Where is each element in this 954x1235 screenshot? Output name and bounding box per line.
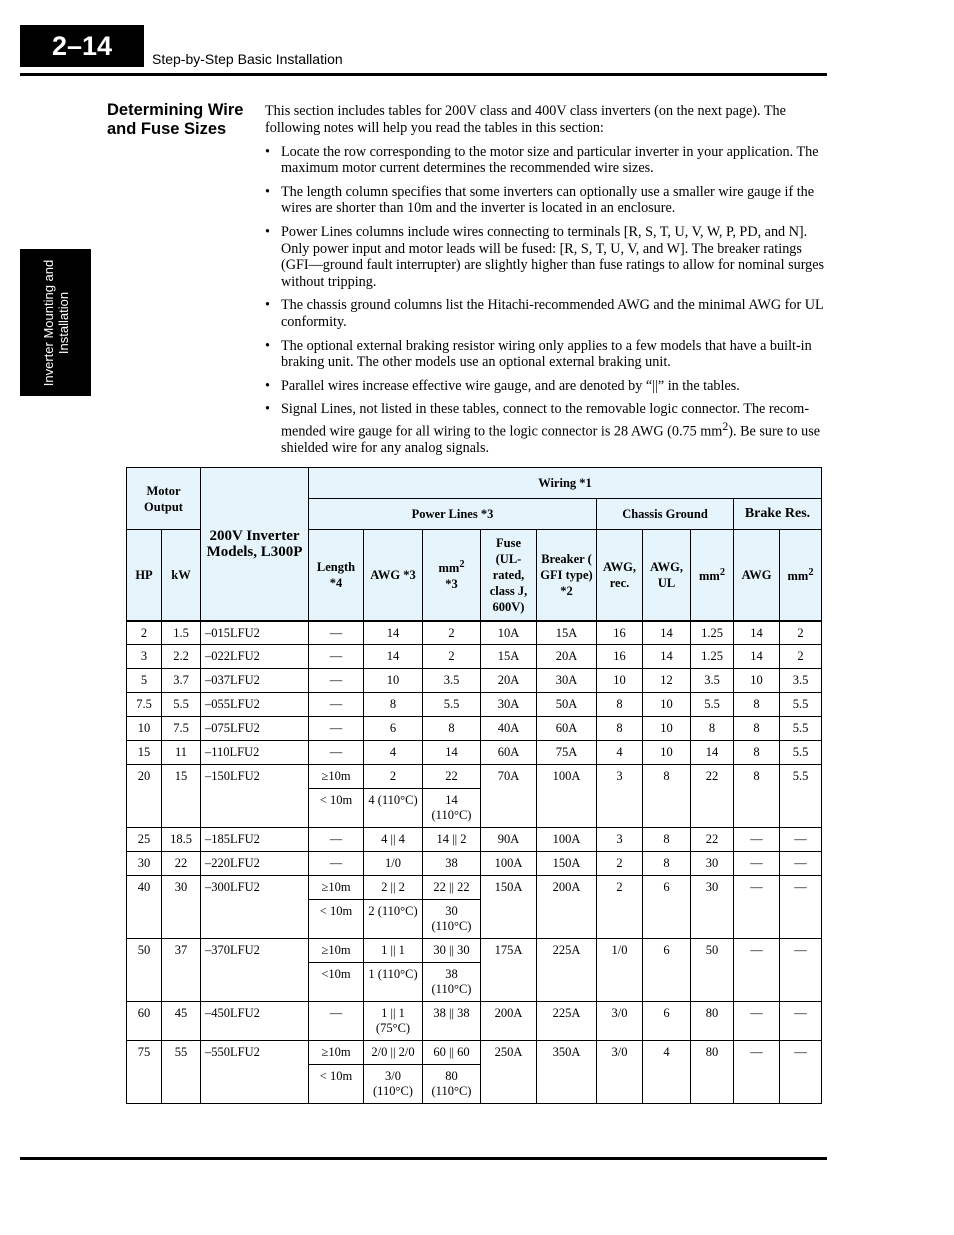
- awg-cell: 14: [364, 621, 423, 645]
- ground-awg-rec-cell: 3: [597, 828, 643, 852]
- note-text: Parallel wires increase effective wire gauge, and are denoted by “||” in the tables.: [281, 377, 740, 394]
- ground-mm2-cell: 22: [691, 828, 734, 852]
- brake-mm2-cell: 5.5: [780, 765, 822, 828]
- brake-awg-cell: —: [734, 1002, 780, 1041]
- ground-awg-ul-cell: 6: [643, 1002, 691, 1041]
- ground-awg-ul-cell: 12: [643, 669, 691, 693]
- table-row: [127, 645, 822, 669]
- ground-awg-rec-cell: 16: [597, 645, 643, 669]
- ground-awg-rec-cell: 1/0: [597, 939, 643, 1002]
- ground-awg-ul-cell: 10: [643, 741, 691, 765]
- fuse-cell: 175A: [481, 939, 537, 1002]
- bottom-rule: [20, 1157, 827, 1160]
- breaker-cell: 100A: [537, 765, 597, 828]
- ground-awg-ul-cell: 8: [643, 828, 691, 852]
- hp-cell: 15: [127, 741, 162, 765]
- fuse-cell: 200A: [481, 1002, 537, 1041]
- awg-cell: 1 || 1: [364, 939, 423, 963]
- length-cell: <10m: [309, 963, 364, 1002]
- fuse-cell: 40A: [481, 717, 537, 741]
- mm2-cell: 14 (110°C): [423, 789, 481, 828]
- table-row: [127, 1041, 822, 1065]
- notes-list: [265, 144, 825, 457]
- breaker-header: Breaker ( GFI type) *2: [537, 530, 597, 621]
- breaker-cell: 30A: [537, 669, 597, 693]
- length-cell: < 10m: [309, 900, 364, 939]
- ground-awg-ul-cell: 14: [643, 621, 691, 645]
- awg-cell: 1 || 1 (75°C): [364, 1002, 423, 1041]
- ground-mm2-cell: 14: [691, 741, 734, 765]
- bullet-icon: •: [265, 297, 270, 314]
- brake-res-header: Brake Res.: [734, 499, 822, 530]
- awg-cell: 2 || 2: [364, 876, 423, 900]
- table-row: [127, 741, 822, 765]
- section-title: Determining Wire and Fuse Sizes: [107, 101, 244, 138]
- hp-cell: 3: [127, 645, 162, 669]
- awg-cell: 1/0: [364, 852, 423, 876]
- ground-mm2-cell: 80: [691, 1041, 734, 1104]
- note-text: Locate the row corresponding to the motor size and particular inverter in your application. The maximum motor current determines the recommended wire sizes.: [281, 143, 819, 177]
- awg-cell: 8: [364, 693, 423, 717]
- ground-mm2-cell: 5.5: [691, 693, 734, 717]
- wire-fuse-table: [126, 467, 822, 1104]
- mm2-cell: 14 || 2: [423, 828, 481, 852]
- breaker-cell: 60A: [537, 717, 597, 741]
- brake-mm2-cell: —: [780, 852, 822, 876]
- table-row: [127, 1002, 822, 1041]
- note-text-end: ). Be sure to use shielded wire for any analog signals.: [281, 423, 821, 457]
- ground-awg-rec-cell: 4: [597, 741, 643, 765]
- model-cell: –022LFU2: [201, 645, 309, 669]
- mm2-cell: 30 (110°C): [423, 900, 481, 939]
- note-item: [265, 401, 825, 457]
- brake-mm2-cell: —: [780, 1002, 822, 1041]
- ground-awg-rec-cell: 10: [597, 669, 643, 693]
- intro-paragraph: This section includes tables for 200V class and 400V class inverters (on the next page). The following notes will help you read the tables in this section:: [265, 103, 786, 136]
- length-cell: ≥10m: [309, 1041, 364, 1065]
- ground-mm2-cell: 30: [691, 852, 734, 876]
- note-item: [265, 224, 825, 291]
- note-text: The chassis ground columns list the Hitachi-recommended AWG and the minimal AWG for UL conformity.: [281, 297, 824, 331]
- length-cell: —: [309, 1002, 364, 1041]
- length-cell: —: [309, 828, 364, 852]
- model-cell: –015LFU2: [201, 621, 309, 645]
- section-body: [265, 103, 825, 464]
- brake-awg-cell: —: [734, 828, 780, 852]
- fuse-cell: 250A: [481, 1041, 537, 1104]
- brake-mm2-cell: 5.5: [780, 693, 822, 717]
- table-row: [127, 693, 822, 717]
- awg-cell: 4: [364, 741, 423, 765]
- note-superscript: 2: [722, 418, 729, 433]
- breaker-cell: 225A: [537, 939, 597, 1002]
- ground-awg-ul-header: AWG, UL: [643, 530, 691, 621]
- bullet-icon: •: [265, 377, 270, 394]
- model-cell: –370LFU2: [201, 939, 309, 1002]
- brake-awg-cell: 8: [734, 717, 780, 741]
- brake-awg-cell: 10: [734, 669, 780, 693]
- hp-cell: 10: [127, 717, 162, 741]
- ground-mm2-cell: 1.25: [691, 621, 734, 645]
- hp-cell: 30: [127, 852, 162, 876]
- model-cell: –075LFU2: [201, 717, 309, 741]
- page-number: 2–14: [20, 25, 144, 67]
- mm2-cell: 2: [423, 645, 481, 669]
- fuse-cell: 15A: [481, 645, 537, 669]
- ground-awg-ul-cell: 10: [643, 717, 691, 741]
- brake-awg-cell: 14: [734, 621, 780, 645]
- ground-awg-rec-header: AWG, rec.: [597, 530, 643, 621]
- ground-mm2-cell: 8: [691, 717, 734, 741]
- brake-awg-cell: 14: [734, 645, 780, 669]
- bullet-icon: •: [265, 223, 270, 240]
- ground-mm2-header: $mm^2$: [691, 530, 734, 621]
- awg-cell: 2/0 || 2/0: [364, 1041, 423, 1065]
- brake-awg-cell: —: [734, 1041, 780, 1104]
- model-cell: –110LFU2: [201, 741, 309, 765]
- models-header: 200V Inverter Models, L300P: [201, 468, 309, 621]
- motor-output-header: Motor Output: [127, 468, 201, 530]
- length-cell: —: [309, 645, 364, 669]
- model-cell: –185LFU2: [201, 828, 309, 852]
- breaker-cell: 75A: [537, 741, 597, 765]
- brake-awg-cell: 8: [734, 765, 780, 828]
- kw-cell: 11: [162, 741, 201, 765]
- awg-cell: 1 (110°C): [364, 963, 423, 1002]
- note-item: [265, 338, 825, 372]
- fuse-cell: 30A: [481, 693, 537, 717]
- hp-cell: 25: [127, 828, 162, 852]
- mm2-cell: 22: [423, 765, 481, 789]
- bullet-icon: •: [265, 143, 270, 160]
- kw-cell: 45: [162, 1002, 201, 1041]
- kw-cell: 30: [162, 876, 201, 939]
- hp-cell: 60: [127, 1002, 162, 1041]
- awg-cell: 10: [364, 669, 423, 693]
- ground-awg-ul-cell: 4: [643, 1041, 691, 1104]
- hp-cell: 50: [127, 939, 162, 1002]
- fuse-cell: 90A: [481, 828, 537, 852]
- length-cell: —: [309, 741, 364, 765]
- note-item: [265, 378, 825, 395]
- table-row: [127, 765, 822, 789]
- brake-mm2-cell: 3.5: [780, 669, 822, 693]
- awg-cell: 14: [364, 645, 423, 669]
- note-text: Power Lines columns include wires connecting to terminals [R, S, T, U, V, W, P, PD, and N]. Only power input and motor leads will be fused: [R, S, T, U, V, and W]. The breaker ratings (GFI—ground fault interrupter) are slightly higher than fuse ratings to allow for nominal surges without tripping.: [281, 223, 825, 291]
- mm2-cell: 30 || 30: [423, 939, 481, 963]
- bullet-icon: •: [265, 337, 270, 354]
- note-text: The length column specifies that some inverters can optionally use a smaller wire gauge if the wires are shorter than 10m and the inverter is located in an enclosure.: [281, 183, 815, 217]
- awg-header: AWG *3: [364, 530, 423, 621]
- brake-mm2-cell: —: [780, 828, 822, 852]
- side-tab: [20, 249, 91, 396]
- mm2-cell: 22 || 22: [423, 876, 481, 900]
- note-item: [265, 297, 825, 331]
- kw-cell: 5.5: [162, 693, 201, 717]
- kw-cell: 7.5: [162, 717, 201, 741]
- ground-awg-rec-cell: 3/0: [597, 1041, 643, 1104]
- brake-mm2-cell: —: [780, 939, 822, 1002]
- hp-cell: 2: [127, 621, 162, 645]
- fuse-header: Fuse (UL-rated, class J, 600V): [481, 530, 537, 621]
- model-cell: –220LFU2: [201, 852, 309, 876]
- breaker-cell: 150A: [537, 852, 597, 876]
- note-text: The optional external braking resistor wiring only applies to a few models that have a built-in braking unit. The other models use an optional external braking unit.: [281, 337, 812, 371]
- length-cell: —: [309, 693, 364, 717]
- mm2-cell: 38: [423, 852, 481, 876]
- power-lines-header: Power Lines *3: [309, 499, 597, 530]
- length-cell: ≥10m: [309, 939, 364, 963]
- ground-awg-ul-cell: 8: [643, 765, 691, 828]
- breaker-cell: 15A: [537, 621, 597, 645]
- length-cell: —: [309, 717, 364, 741]
- table-body: [127, 621, 822, 1104]
- model-cell: –300LFU2: [201, 876, 309, 939]
- ground-awg-rec-cell: 2: [597, 876, 643, 939]
- mm2-cell: 14: [423, 741, 481, 765]
- side-tab-label: Inverter Mounting and Installation: [40, 259, 71, 386]
- awg-cell: 2 (110°C): [364, 900, 423, 939]
- hp-cell: 7.5: [127, 693, 162, 717]
- mm2-cell: 38 (110°C): [423, 963, 481, 1002]
- bullet-icon: •: [265, 183, 270, 200]
- model-cell: –037LFU2: [201, 669, 309, 693]
- awg-cell: 2: [364, 765, 423, 789]
- brake-mm2-cell: 2: [780, 645, 822, 669]
- brake-mm2-cell: —: [780, 876, 822, 939]
- breaker-cell: 350A: [537, 1041, 597, 1104]
- length-cell: —: [309, 852, 364, 876]
- mm2-cell: 80 (110°C): [423, 1065, 481, 1104]
- ground-mm2-cell: 1.25: [691, 645, 734, 669]
- length-cell: ≥10m: [309, 765, 364, 789]
- ground-awg-ul-cell: 14: [643, 645, 691, 669]
- ground-awg-rec-cell: 8: [597, 693, 643, 717]
- ground-mm2-cell: 22: [691, 765, 734, 828]
- model-cell: –150LFU2: [201, 765, 309, 828]
- length-cell: —: [309, 669, 364, 693]
- brake-awg-cell: —: [734, 939, 780, 1002]
- note-text: Signal Lines, not listed in these tables, connect to the removable logic connector. The recom-mended wire gauge for all wiring to the logic connector is 28 AWG (0.75 mm: [281, 400, 810, 440]
- ground-awg-ul-cell: 8: [643, 852, 691, 876]
- kw-cell: 2.2: [162, 645, 201, 669]
- model-cell: –055LFU2: [201, 693, 309, 717]
- brake-mm2-cell: 2: [780, 621, 822, 645]
- hp-cell: 40: [127, 876, 162, 939]
- mm2-cell: 60 || 60: [423, 1041, 481, 1065]
- table-row: [127, 876, 822, 900]
- length-cell: —: [309, 621, 364, 645]
- mm2-cell: 38 || 38: [423, 1002, 481, 1041]
- ground-awg-ul-cell: 6: [643, 876, 691, 939]
- wiring-header: Wiring *1: [309, 468, 822, 499]
- length-cell: ≥10m: [309, 876, 364, 900]
- kw-cell: 15: [162, 765, 201, 828]
- brake-awg-cell: —: [734, 852, 780, 876]
- breaker-cell: 225A: [537, 1002, 597, 1041]
- awg-cell: 3/0 (110°C): [364, 1065, 423, 1104]
- brake-awg-cell: 8: [734, 741, 780, 765]
- breaker-cell: 20A: [537, 645, 597, 669]
- kw-cell: 18.5: [162, 828, 201, 852]
- mm2-cell: 8: [423, 717, 481, 741]
- table-row: [127, 669, 822, 693]
- kw-header: kW: [162, 530, 201, 621]
- ground-awg-rec-cell: 3: [597, 765, 643, 828]
- table-row: [127, 717, 822, 741]
- note-item: [265, 144, 825, 178]
- length-cell: < 10m: [309, 789, 364, 828]
- fuse-cell: 150A: [481, 876, 537, 939]
- awg-cell: 4 || 4: [364, 828, 423, 852]
- hp-header: HP: [127, 530, 162, 621]
- breaker-cell: 200A: [537, 876, 597, 939]
- hp-cell: 75: [127, 1041, 162, 1104]
- length-cell: < 10m: [309, 1065, 364, 1104]
- breaker-cell: 50A: [537, 693, 597, 717]
- kw-cell: 37: [162, 939, 201, 1002]
- length-header: Length *4: [309, 530, 364, 621]
- top-rule: [20, 73, 827, 76]
- ground-awg-rec-cell: 2: [597, 852, 643, 876]
- table-row: [127, 621, 822, 645]
- brake-mm2-header: $mm^2$: [780, 530, 822, 621]
- fuse-cell: 100A: [481, 852, 537, 876]
- ground-mm2-cell: 3.5: [691, 669, 734, 693]
- ground-awg-rec-cell: 8: [597, 717, 643, 741]
- brake-awg-cell: —: [734, 876, 780, 939]
- note-item: [265, 184, 825, 218]
- brake-mm2-cell: 5.5: [780, 741, 822, 765]
- fuse-cell: 10A: [481, 621, 537, 645]
- brake-awg-cell: 8: [734, 693, 780, 717]
- awg-cell: 6: [364, 717, 423, 741]
- kw-cell: 3.7: [162, 669, 201, 693]
- hp-cell: 5: [127, 669, 162, 693]
- chassis-ground-header: Chassis Ground: [597, 499, 734, 530]
- mm2-cell: 5.5: [423, 693, 481, 717]
- table-row: [127, 828, 822, 852]
- ground-mm2-cell: 30: [691, 876, 734, 939]
- hp-cell: 20: [127, 765, 162, 828]
- breaker-cell: 100A: [537, 828, 597, 852]
- model-cell: –450LFU2: [201, 1002, 309, 1041]
- mm2-header: $mm^2$ *3: [423, 530, 481, 621]
- ground-awg-ul-cell: 10: [643, 693, 691, 717]
- ground-awg-ul-cell: 6: [643, 939, 691, 1002]
- bullet-icon: •: [265, 400, 270, 417]
- brake-mm2-cell: 5.5: [780, 717, 822, 741]
- kw-cell: 22: [162, 852, 201, 876]
- kw-cell: 55: [162, 1041, 201, 1104]
- mm2-cell: 3.5: [423, 669, 481, 693]
- model-cell: –550LFU2: [201, 1041, 309, 1104]
- fuse-cell: 60A: [481, 741, 537, 765]
- ground-mm2-cell: 50: [691, 939, 734, 1002]
- awg-cell: 4 (110°C): [364, 789, 423, 828]
- fuse-cell: 70A: [481, 765, 537, 828]
- ground-awg-rec-cell: 16: [597, 621, 643, 645]
- fuse-cell: 20A: [481, 669, 537, 693]
- running-title: Step-by-Step Basic Installation: [152, 51, 343, 67]
- mm2-cell: 2: [423, 621, 481, 645]
- brake-mm2-cell: —: [780, 1041, 822, 1104]
- ground-awg-rec-cell: 3/0: [597, 1002, 643, 1041]
- ground-mm2-cell: 80: [691, 1002, 734, 1041]
- kw-cell: 1.5: [162, 621, 201, 645]
- table-row: [127, 939, 822, 963]
- table-row: [127, 852, 822, 876]
- brake-awg-header: AWG: [734, 530, 780, 621]
